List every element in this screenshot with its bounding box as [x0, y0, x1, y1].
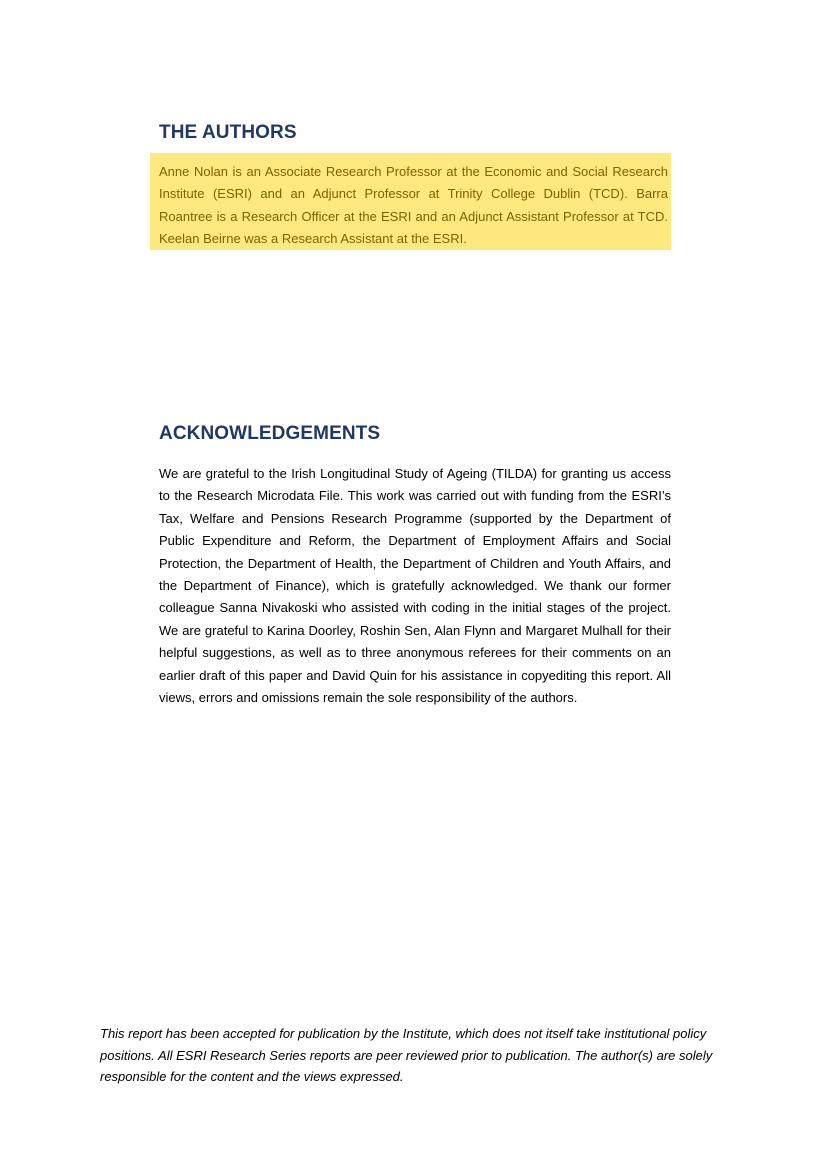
acknowledgements-paragraph: We are grateful to the Irish Longitudinal Study of Ageing (TILDA) for granting us access to the Research Microdata File. This work was carried out with funding from the ESRI’s Tax, Welfare and Pensions Research Programme (supported by the Department of Public Expenditure and Reform, the Department of Employment Affairs and Social Protection, the Department of Health, the Department of Children and Youth Affairs, and the Department of Finance), which is gratefully acknowledged. We thank our former colleague Sanna Nivakoski who assisted with coding in the initial stages of the project. We are grateful to Karina Doorley, Roshin Sen, Alan Flynn and Margaret Mulhall for their helpful suggestions, as well as to three anonymous referees for their comments on an earlier draft of this paper and David Quin for his assistance in copyediting this report. All views, errors and omissions remain the sole responsibility of the authors. [159, 466, 671, 706]
authors-paragraph: Anne Nolan is an Associate Research Professor at the Economic and Social Research Institute (ESRI) and an Adjunct Professor at Trinity College Dublin (TCD). Barra Roantree is a Research Officer at the ESRI and an Adjunct Assistant Professor at TCD. Keelan Beirne was a Research Assistant at the ESRI. [159, 164, 668, 247]
authors-highlight-box [150, 153, 671, 250]
publication-disclaimer: This report has been accepted for publication by the Institute, which does not itself take institutional policy positions. All ESRI Research Series reports are peer reviewed prior to publication. The author(s) are solely responsible for the content and the views expressed. [100, 1026, 713, 1085]
authors-heading: THE AUTHORS [159, 122, 297, 143]
acknowledgements-heading: ACKNOWLEDGEMENTS [159, 423, 381, 444]
